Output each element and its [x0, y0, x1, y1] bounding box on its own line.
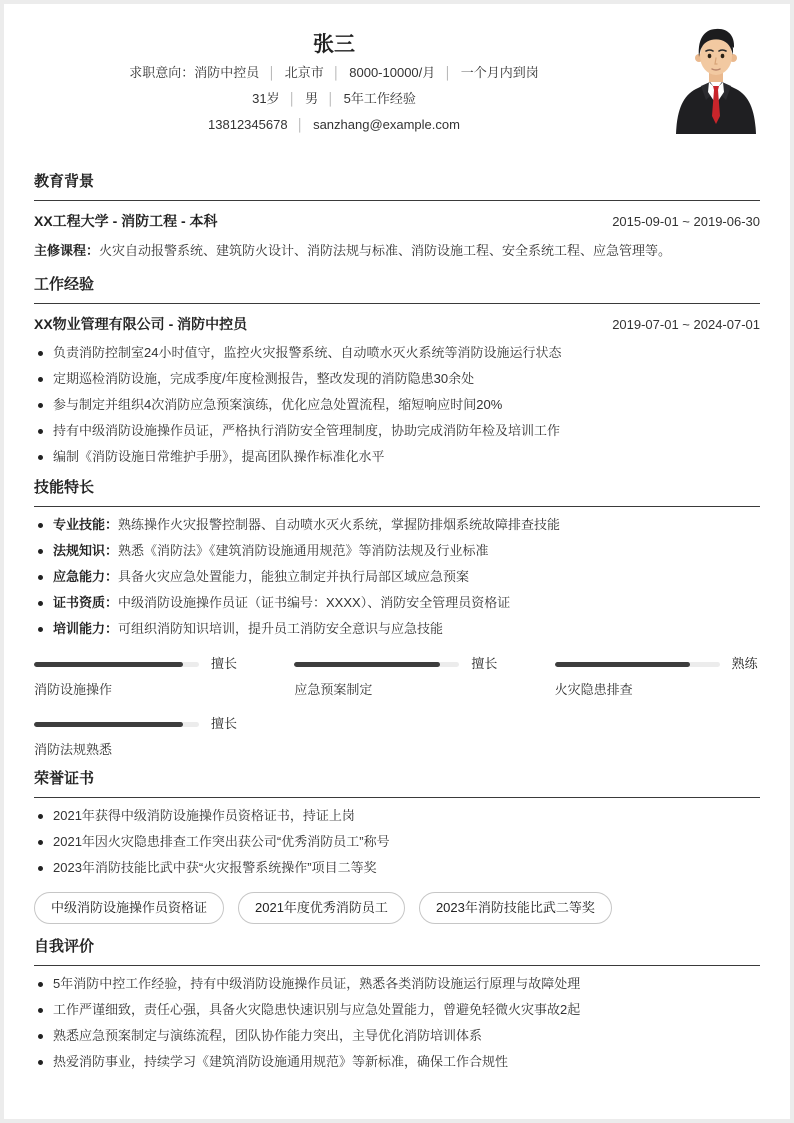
- skill-bars-grid: [34, 655, 760, 759]
- intent-availability: 一个月内到岗: [460, 65, 539, 80]
- skill-label: 证书资质：: [53, 595, 119, 610]
- work-dates: 2019-07-01 ~ 2024-07-01: [612, 317, 760, 332]
- basic-info-line: [34, 86, 634, 112]
- skill-level-label: 擅长: [211, 716, 238, 731]
- self-eval-bullet: 工作严谨细致，责任心强，具备火灾隐患快速识别与应急处置能力，曾避免轻微火灾事故2起: [34, 1000, 760, 1020]
- self-eval-bullet-list: [34, 974, 760, 1072]
- section-title-honors: 荣誉证书: [34, 769, 760, 798]
- gender: 男: [305, 91, 319, 106]
- skill-bar-row: [34, 715, 239, 733]
- skill-bar-item: [34, 655, 239, 699]
- skill-text: 熟练操作火灾报警控制器、自动喷水灭火系统，掌握防排烟系统故障排查技能: [118, 517, 561, 532]
- avatar-illustration: [668, 20, 764, 134]
- skill-bar-fill: [294, 662, 439, 667]
- header-text-block: [34, 30, 634, 138]
- skill-bar-row: [34, 655, 239, 673]
- skill-bullet-list: [34, 515, 760, 639]
- section-title-skills: 技能特长: [34, 478, 760, 507]
- intent-position: 消防中控员: [194, 65, 260, 80]
- separator-bar: │: [268, 66, 276, 80]
- education-dates: 2015-09-01 ~ 2019-06-30: [612, 214, 760, 229]
- skill-bar-name: 消防设施操作: [34, 682, 113, 697]
- skill-label: 法规知识：: [53, 543, 119, 558]
- skill-text: 熟悉《消防法》《建筑消防设施通用规范》等消防法规及行业标准: [118, 543, 489, 558]
- section-skills: [34, 478, 760, 759]
- skill-level-label: 擅长: [211, 656, 238, 671]
- certificate-badges: [34, 892, 760, 924]
- contact-line: [34, 112, 634, 138]
- skill-bar-track: [555, 662, 720, 667]
- school-degree: XX工程大学 - 消防工程 - 本科: [34, 213, 218, 229]
- work-bullet: 参与制定并组织4次消防应急预案演练，优化应急处置流程，缩短响应时间20%: [34, 395, 760, 415]
- job-intent-label: 求职意向：: [129, 65, 195, 80]
- honor-bullet: 2023年消防技能比武中获“火灾报警系统操作”项目二等奖: [34, 858, 760, 878]
- section-self-evaluation: [34, 937, 760, 1072]
- profile-photo: [668, 20, 764, 134]
- skill-bar-name: 消防法规熟悉: [34, 742, 113, 757]
- resume-header: [34, 4, 760, 138]
- separator-bar: │: [332, 66, 341, 80]
- skill-label: 培训能力：: [53, 621, 119, 636]
- section-title-self-evaluation: 自我评价: [34, 937, 760, 966]
- separator-bar: │: [444, 66, 452, 80]
- phone-number: 13812345678: [208, 117, 288, 132]
- skill-label: 应急能力：: [53, 569, 119, 584]
- section-honors: [34, 769, 760, 924]
- skill-bar-name: 应急预案制定: [294, 682, 373, 697]
- section-education: [34, 172, 760, 261]
- skill-bullet: [34, 567, 760, 587]
- skill-bar-row: [294, 655, 499, 673]
- course-text: 火灾自动报警系统、建筑防火设计、消防法规与标准、消防设施工程、安全系统工程、应急管理等。: [99, 243, 672, 258]
- section-title-education: 教育背景: [34, 172, 760, 201]
- certificate-badge: 中级消防设施操作员资格证: [34, 892, 224, 924]
- skill-bar-item: [294, 655, 499, 699]
- section-work: [34, 275, 760, 467]
- skill-bar-fill: [555, 662, 690, 667]
- honor-bullet-list: [34, 806, 760, 878]
- intent-city: 北京市: [284, 65, 324, 80]
- skill-bar-track: [34, 662, 199, 667]
- skill-label: 专业技能：: [53, 517, 119, 532]
- job-intent-line: [34, 60, 634, 86]
- course-line: [34, 241, 760, 261]
- skill-bullet: [34, 593, 760, 613]
- skill-bar-fill: [34, 722, 183, 727]
- education-entry: [34, 211, 760, 232]
- separator-bar: │: [296, 118, 305, 132]
- skill-text: 中级消防设施操作员证（证书编号：XXXX）、消防安全管理员资格证: [118, 595, 511, 610]
- honor-bullet: 2021年因火灾隐患排查工作突出获公司“优秀消防员工”称号: [34, 832, 760, 852]
- work-bullet: 持有中级消防设施操作员证，严格执行消防安全管理制度，协助完成消防年检及培训工作: [34, 421, 760, 441]
- work-bullet: 负责消防控制室24小时值守，监控火灾报警系统、自动喷水灭火系统等消防设施运行状态: [34, 343, 760, 363]
- skill-bullet: [34, 541, 760, 561]
- certificate-badge: 2023年消防技能比武二等奖: [419, 892, 612, 924]
- skill-bar-row: [555, 655, 760, 673]
- separator-bar: │: [288, 92, 297, 106]
- intent-salary: 8000-10000/月: [349, 65, 436, 80]
- skill-bar-item: [555, 655, 760, 699]
- section-title-work: 工作经验: [34, 275, 760, 304]
- self-eval-bullet: 5年消防中控工作经验，持有中级消防设施操作员证，熟悉各类消防设施运行原理与故障处理: [34, 974, 760, 994]
- self-eval-bullet: 热爱消防事业，持续学习《建筑消防设施通用规范》等新标准，确保工作合规性: [34, 1052, 760, 1072]
- skill-bullet: [34, 619, 760, 639]
- certificate-badge: 2021年度优秀消防员工: [238, 892, 405, 924]
- skill-text: 可组织消防知识培训，提升员工消防安全意识与应急技能: [118, 621, 444, 636]
- self-eval-bullet: 熟悉应急预案制定与演练流程，团队协作能力突出，主导优化消防培训体系: [34, 1026, 760, 1046]
- skill-level-label: 熟练: [731, 656, 758, 671]
- separator-bar: │: [327, 92, 335, 106]
- company-position: XX物业管理有限公司 - 消防中控员: [34, 316, 248, 332]
- honor-bullet: 2021年获得中级消防设施操作员资格证书，持证上岗: [34, 806, 760, 826]
- skill-bar-track: [294, 662, 459, 667]
- work-bullet-list: [34, 343, 760, 467]
- work-bullet: 编制《消防设施日常维护手册》，提高团队操作标准化水平: [34, 447, 760, 467]
- course-label: 主修课程：: [34, 243, 100, 258]
- skill-text: 具备火灾应急处置能力，能独立制定并执行局部区域应急预案: [118, 569, 470, 584]
- work-bullet: 定期巡检消防设施，完成季度/年度检测报告，整改发现的消防隐患30余处: [34, 369, 760, 389]
- skill-level-label: 擅长: [471, 656, 498, 671]
- skill-bar-item: [34, 715, 239, 759]
- skill-bullet: [34, 515, 760, 535]
- email-address: sanzhang@example.com: [313, 117, 460, 132]
- work-entry: [34, 314, 760, 335]
- experience-years: 5年工作经验: [343, 91, 416, 106]
- candidate-name: 张三: [313, 33, 355, 56]
- skill-bar-fill: [34, 662, 183, 667]
- age: 31岁: [252, 91, 280, 106]
- skill-bar-name: 火灾隐患排查: [554, 682, 633, 697]
- skill-bar-track: [34, 722, 199, 727]
